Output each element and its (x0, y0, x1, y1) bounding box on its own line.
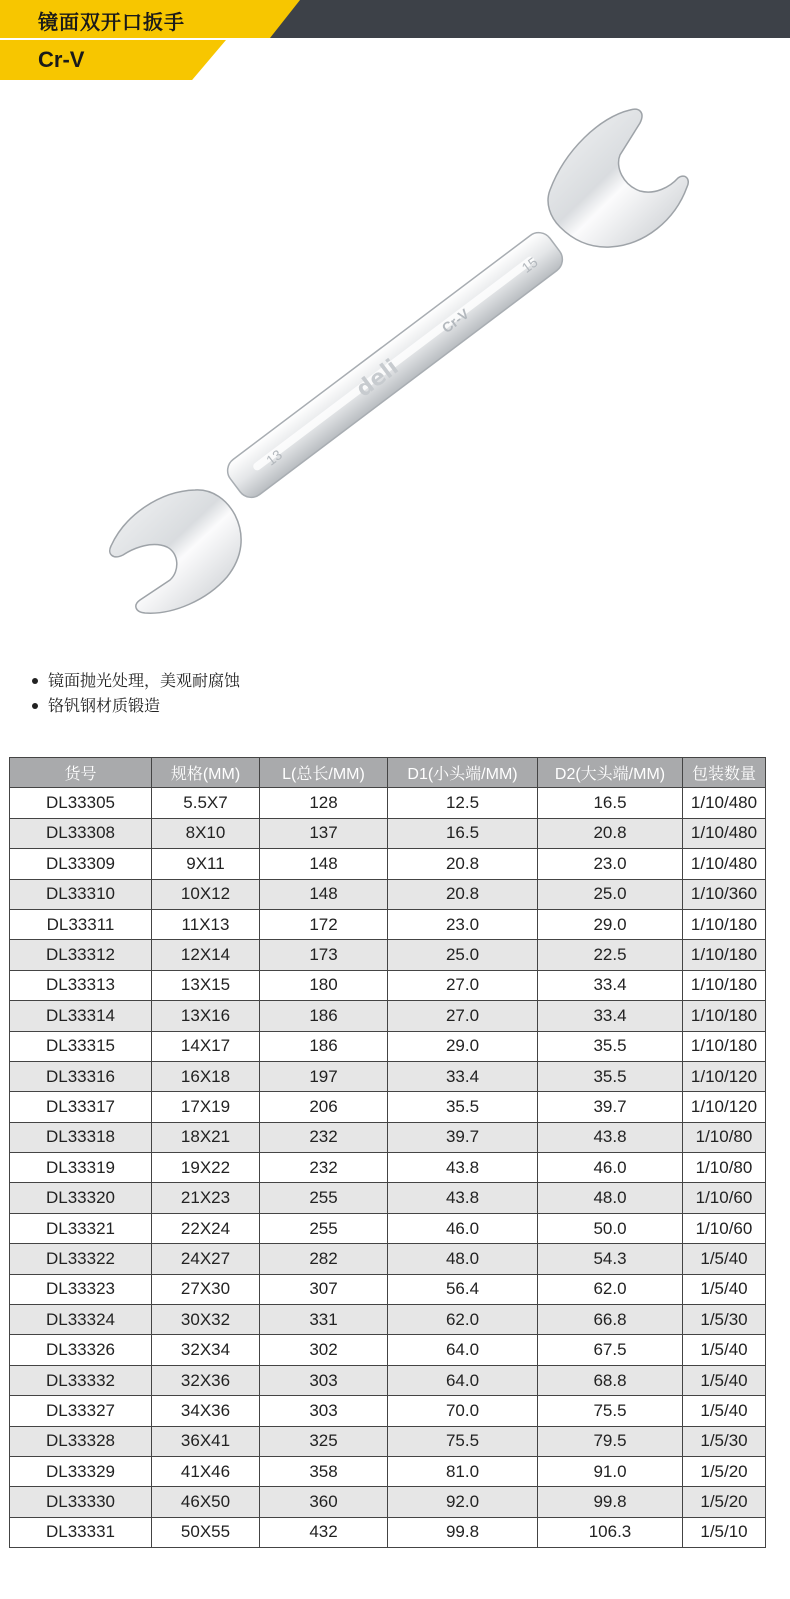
cell-spec: 41X46 (152, 1456, 260, 1486)
cell-package: 1/10/80 (683, 1153, 766, 1183)
cell-spec: 8X10 (152, 818, 260, 848)
cell-length: 303 (260, 1396, 388, 1426)
page-title: 镜面双开口扳手 (38, 10, 185, 34)
table-row (10, 1031, 766, 1061)
cell-length: 128 (260, 788, 388, 818)
cell-length: 206 (260, 1092, 388, 1122)
cell-spec: 17X19 (152, 1092, 260, 1122)
table-row (10, 970, 766, 1000)
cell-package: 1/10/180 (683, 909, 766, 939)
cell-d2: 75.5 (538, 1396, 683, 1426)
cell-d1: 46.0 (388, 1213, 538, 1243)
cell-spec: 30X32 (152, 1305, 260, 1335)
cell-item-no: DL33330 (10, 1487, 152, 1517)
table-row (10, 1001, 766, 1031)
header-item-no: 货号 (10, 758, 152, 788)
cell-d1: 64.0 (388, 1335, 538, 1365)
cell-d1: 92.0 (388, 1487, 538, 1517)
cell-item-no: DL33328 (10, 1426, 152, 1456)
cell-item-no: DL33311 (10, 909, 152, 939)
cell-length: 180 (260, 970, 388, 1000)
cell-d2: 33.4 (538, 970, 683, 1000)
subtitle-tab (0, 40, 226, 80)
table-row (10, 1487, 766, 1517)
cell-package: 1/5/40 (683, 1396, 766, 1426)
cell-spec: 12X14 (152, 940, 260, 970)
cell-length: 197 (260, 1061, 388, 1091)
cell-item-no: DL33316 (10, 1061, 152, 1091)
cell-d1: 29.0 (388, 1031, 538, 1061)
cell-d2: 67.5 (538, 1335, 683, 1365)
cell-package: 1/10/180 (683, 970, 766, 1000)
cell-d1: 27.0 (388, 970, 538, 1000)
cell-item-no: DL33305 (10, 788, 152, 818)
cell-spec: 5.5X7 (152, 788, 260, 818)
header-d2: D2(大头端/MM) (538, 758, 683, 788)
cell-d2: 62.0 (538, 1274, 683, 1304)
cell-spec: 50X55 (152, 1517, 260, 1547)
cell-length: 302 (260, 1335, 388, 1365)
cell-d2: 39.7 (538, 1092, 683, 1122)
cell-d1: 20.8 (388, 849, 538, 879)
cell-item-no: DL33332 (10, 1365, 152, 1395)
cell-d2: 79.5 (538, 1426, 683, 1456)
wrench-body (110, 109, 689, 613)
cell-length: 255 (260, 1183, 388, 1213)
cell-spec: 27X30 (152, 1274, 260, 1304)
cell-package: 1/5/30 (683, 1305, 766, 1335)
cell-item-no: DL33327 (10, 1396, 152, 1426)
cell-item-no: DL33320 (10, 1183, 152, 1213)
feature-item: 镜面抛光处理，美观耐腐蚀 (30, 668, 240, 693)
cell-spec: 9X11 (152, 849, 260, 879)
cell-item-no: DL33318 (10, 1122, 152, 1152)
cell-d1: 75.5 (388, 1426, 538, 1456)
cell-d2: 50.0 (538, 1213, 683, 1243)
feature-item: 铬钒钢材质锻造 (30, 693, 240, 718)
cell-d2: 99.8 (538, 1487, 683, 1517)
cell-d1: 16.5 (388, 818, 538, 848)
feature-list (30, 668, 240, 718)
cell-d2: 35.5 (538, 1031, 683, 1061)
cell-d1: 23.0 (388, 909, 538, 939)
cell-package: 1/5/20 (683, 1487, 766, 1517)
wrench-large-size: 15 (518, 253, 541, 276)
cell-length: 360 (260, 1487, 388, 1517)
cell-d1: 99.8 (388, 1517, 538, 1547)
table-row (10, 1426, 766, 1456)
cell-length: 282 (260, 1244, 388, 1274)
cell-d1: 62.0 (388, 1305, 538, 1335)
cell-item-no: DL33319 (10, 1153, 152, 1183)
cell-spec: 22X24 (152, 1213, 260, 1243)
cell-length: 137 (260, 818, 388, 848)
table-row (10, 849, 766, 879)
cell-item-no: DL33324 (10, 1305, 152, 1335)
cell-d2: 46.0 (538, 1153, 683, 1183)
cell-d1: 35.5 (388, 1092, 538, 1122)
cell-item-no: DL33323 (10, 1274, 152, 1304)
cell-d1: 25.0 (388, 940, 538, 970)
cell-length: 186 (260, 1031, 388, 1061)
cell-package: 1/5/20 (683, 1456, 766, 1486)
wrench-large-head (548, 109, 688, 247)
header-spec: 规格(MM) (152, 758, 260, 788)
cell-item-no: DL33314 (10, 1001, 152, 1031)
cell-spec: 36X41 (152, 1426, 260, 1456)
cell-length: 232 (260, 1122, 388, 1152)
cell-item-no: DL33322 (10, 1244, 152, 1274)
cell-spec: 24X27 (152, 1244, 260, 1274)
cell-item-no: DL33321 (10, 1213, 152, 1243)
cell-package: 1/5/40 (683, 1365, 766, 1395)
cell-d2: 20.8 (538, 818, 683, 848)
cell-item-no: DL33329 (10, 1456, 152, 1486)
cell-spec: 32X34 (152, 1335, 260, 1365)
table-row (10, 1122, 766, 1152)
cell-d2: 16.5 (538, 788, 683, 818)
cell-spec: 21X23 (152, 1183, 260, 1213)
cell-d1: 43.8 (388, 1153, 538, 1183)
cell-d1: 64.0 (388, 1365, 538, 1395)
wrench-material-mark: Cr-V (438, 305, 472, 337)
cell-package: 1/10/80 (683, 1122, 766, 1152)
cell-d2: 33.4 (538, 1001, 683, 1031)
cell-spec: 14X17 (152, 1031, 260, 1061)
cell-length: 148 (260, 879, 388, 909)
cell-length: 232 (260, 1153, 388, 1183)
cell-d2: 66.8 (538, 1305, 683, 1335)
cell-length: 331 (260, 1305, 388, 1335)
cell-package: 1/5/40 (683, 1274, 766, 1304)
cell-package: 1/5/40 (683, 1244, 766, 1274)
cell-package: 1/10/120 (683, 1092, 766, 1122)
bullet-icon (32, 678, 38, 684)
cell-package: 1/10/180 (683, 940, 766, 970)
cell-length: 303 (260, 1365, 388, 1395)
cell-d1: 81.0 (388, 1456, 538, 1486)
wrench-small-size: 13 (263, 446, 286, 469)
cell-d2: 43.8 (538, 1122, 683, 1152)
table-row (10, 1305, 766, 1335)
cell-package: 1/10/480 (683, 788, 766, 818)
cell-package: 1/5/30 (683, 1426, 766, 1456)
cell-item-no: DL33312 (10, 940, 152, 970)
table-row (10, 1061, 766, 1091)
cell-package: 1/5/10 (683, 1517, 766, 1547)
table-row (10, 818, 766, 848)
cell-length: 307 (260, 1274, 388, 1304)
wrench-small-head (110, 490, 241, 613)
table-row (10, 1274, 766, 1304)
cell-length: 186 (260, 1001, 388, 1031)
cell-d1: 70.0 (388, 1396, 538, 1426)
cell-length: 148 (260, 849, 388, 879)
cell-spec: 18X21 (152, 1122, 260, 1152)
cell-item-no: DL33309 (10, 849, 152, 879)
cell-d2: 91.0 (538, 1456, 683, 1486)
wrench-image (95, 95, 695, 635)
bullet-icon (32, 703, 38, 709)
cell-d2: 22.5 (538, 940, 683, 970)
cell-d1: 33.4 (388, 1061, 538, 1091)
cell-d2: 29.0 (538, 909, 683, 939)
wrench-brand-mark: deli (351, 354, 404, 403)
cell-spec: 13X16 (152, 1001, 260, 1031)
table-row (10, 1183, 766, 1213)
cell-d2: 68.8 (538, 1365, 683, 1395)
cell-spec: 11X13 (152, 909, 260, 939)
cell-package: 1/10/120 (683, 1061, 766, 1091)
cell-item-no: DL33326 (10, 1335, 152, 1365)
table-row (10, 1092, 766, 1122)
table-row (10, 1396, 766, 1426)
cell-package: 1/5/40 (683, 1335, 766, 1365)
cell-d1: 56.4 (388, 1274, 538, 1304)
table-row (10, 1335, 766, 1365)
cell-package: 1/10/180 (683, 1031, 766, 1061)
cell-d1: 39.7 (388, 1122, 538, 1152)
table-row (10, 1517, 766, 1547)
cell-d1: 48.0 (388, 1244, 538, 1274)
cell-d2: 48.0 (538, 1183, 683, 1213)
header-package: 包装数量 (683, 758, 766, 788)
cell-length: 255 (260, 1213, 388, 1243)
table-row (10, 788, 766, 818)
cell-spec: 46X50 (152, 1487, 260, 1517)
table-row (10, 1244, 766, 1274)
table-row (10, 1213, 766, 1243)
table-row (10, 1456, 766, 1486)
cell-item-no: DL33310 (10, 879, 152, 909)
cell-d2: 25.0 (538, 879, 683, 909)
table-row (10, 909, 766, 939)
header-d1: D1(小头端/MM) (388, 758, 538, 788)
cell-spec: 16X18 (152, 1061, 260, 1091)
table-row (10, 940, 766, 970)
cell-item-no: DL33308 (10, 818, 152, 848)
cell-package: 1/10/480 (683, 849, 766, 879)
cell-d1: 12.5 (388, 788, 538, 818)
cell-spec: 10X12 (152, 879, 260, 909)
table-header-row (10, 758, 766, 788)
cell-d2: 54.3 (538, 1244, 683, 1274)
cell-length: 432 (260, 1517, 388, 1547)
cell-package: 1/10/60 (683, 1183, 766, 1213)
cell-d1: 20.8 (388, 879, 538, 909)
cell-package: 1/10/480 (683, 818, 766, 848)
cell-d2: 35.5 (538, 1061, 683, 1091)
cell-spec: 13X15 (152, 970, 260, 1000)
cell-spec: 19X22 (152, 1153, 260, 1183)
cell-item-no: DL33331 (10, 1517, 152, 1547)
cell-d1: 27.0 (388, 1001, 538, 1031)
page-subtitle: Cr-V (38, 47, 85, 72)
cell-length: 358 (260, 1456, 388, 1486)
cell-item-no: DL33313 (10, 970, 152, 1000)
table-row (10, 1153, 766, 1183)
cell-package: 1/10/60 (683, 1213, 766, 1243)
table-row (10, 1365, 766, 1395)
cell-spec: 32X36 (152, 1365, 260, 1395)
cell-d2: 106.3 (538, 1517, 683, 1547)
table-row (10, 879, 766, 909)
cell-d1: 43.8 (388, 1183, 538, 1213)
cell-spec: 34X36 (152, 1396, 260, 1426)
cell-item-no: DL33317 (10, 1092, 152, 1122)
cell-length: 325 (260, 1426, 388, 1456)
cell-length: 173 (260, 940, 388, 970)
cell-item-no: DL33315 (10, 1031, 152, 1061)
cell-length: 172 (260, 909, 388, 939)
cell-package: 1/10/180 (683, 1001, 766, 1031)
spec-table-body (10, 788, 766, 1548)
cell-package: 1/10/360 (683, 879, 766, 909)
header-length: L(总长/MM) (260, 758, 388, 788)
cell-d2: 23.0 (538, 849, 683, 879)
spec-table (9, 757, 766, 1548)
